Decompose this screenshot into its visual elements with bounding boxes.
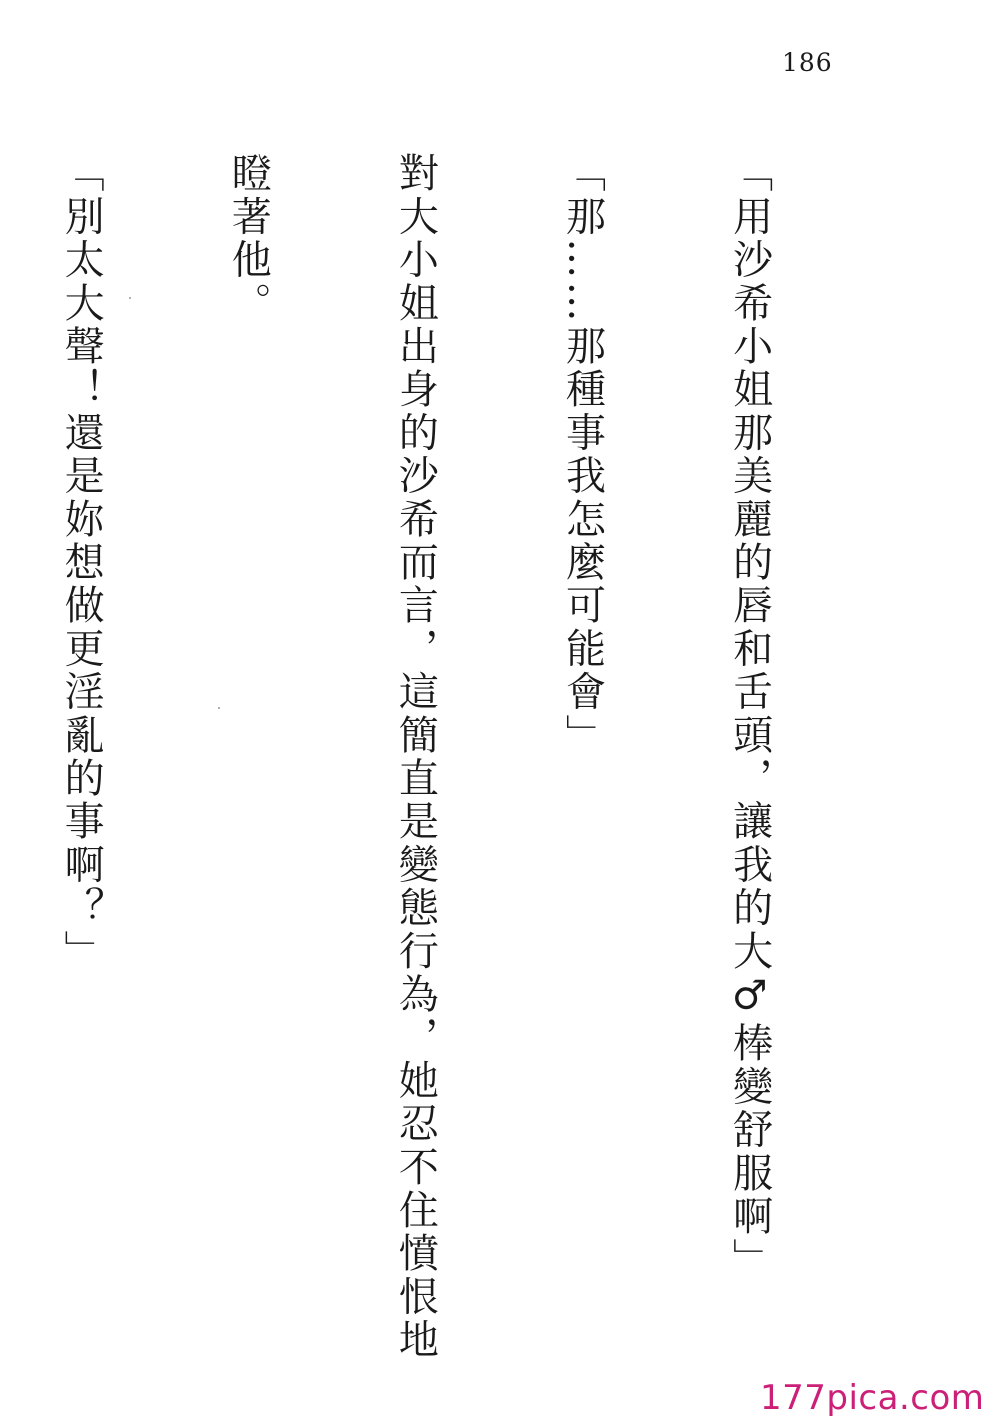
page-number: 186 bbox=[782, 48, 833, 77]
vertical-text-block bbox=[0, 152, 888, 1362]
text-line: 「別太大聲！還是妳想做更淫亂的事啊？」 bbox=[58, 152, 105, 973]
text-line: 對大小姐出身的沙希而言，這簡直是變態行為，她忍不住憤恨地 bbox=[392, 152, 439, 1362]
scan-speck bbox=[129, 297, 131, 299]
watermark-link[interactable]: 177pica.com bbox=[760, 1378, 985, 1418]
scan-speck bbox=[218, 707, 220, 709]
text-line: 「那……那種事我怎麼可能會」 bbox=[559, 152, 606, 757]
text-line: 瞪著他。 bbox=[225, 152, 272, 325]
text-line: 「用沙希小姐那美麗的唇和舌頭，讓我的大♂棒變舒服啊」 bbox=[726, 152, 773, 1282]
